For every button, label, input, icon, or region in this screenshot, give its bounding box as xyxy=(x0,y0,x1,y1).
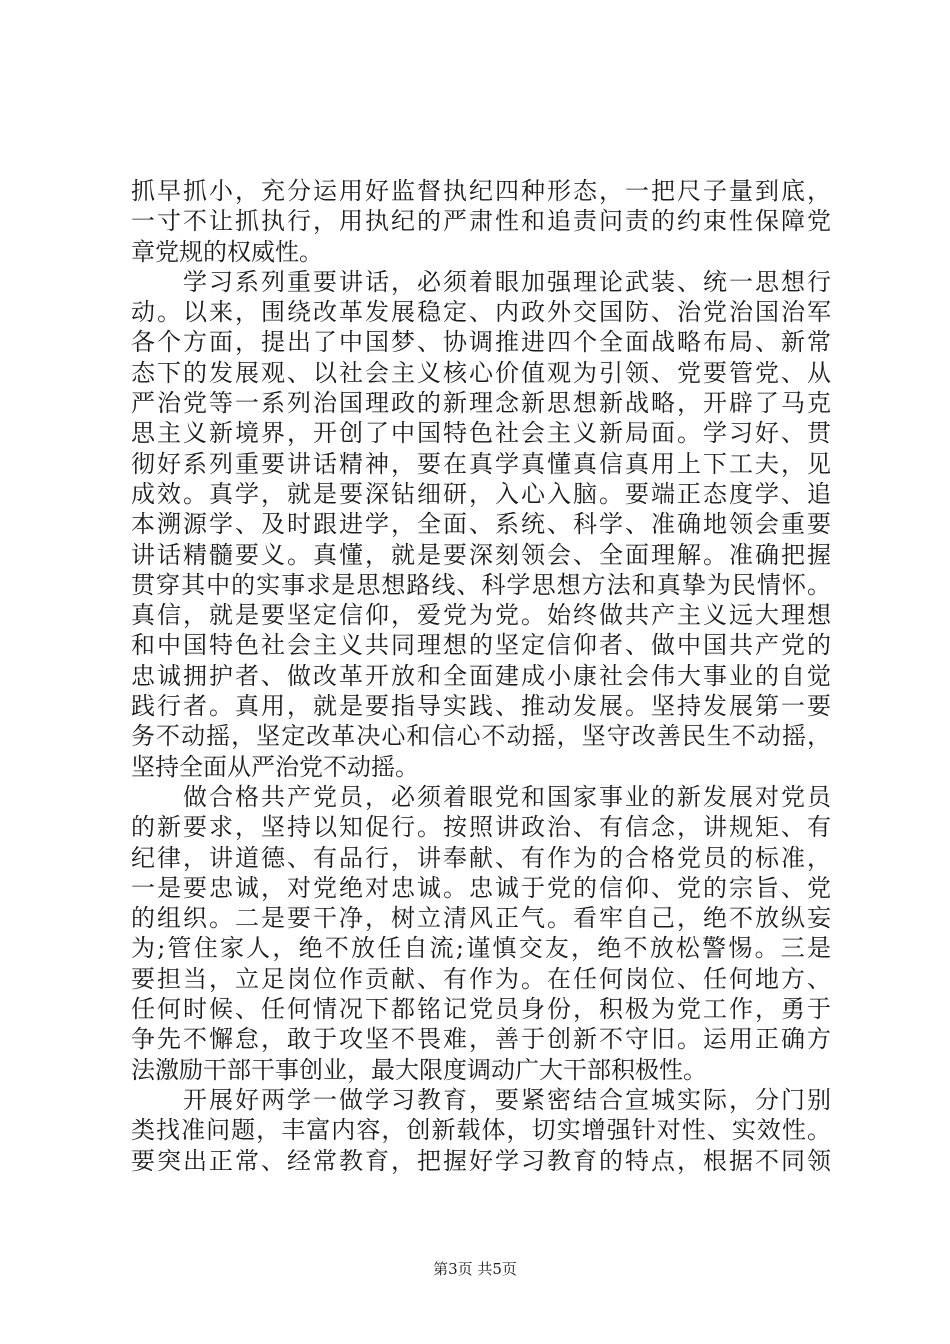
text-line: 开展好两学一做学习教育，要紧密结合宣城实际，分门别 xyxy=(131,1085,831,1114)
text-line: 坚持全面从严治党不动摇。 xyxy=(131,752,419,781)
text-line: 做合格共产党员，必须着眼党和国家事业的新发展对党员 xyxy=(131,782,831,811)
text-line: 要突出正常、经常教育，把握好学习教育的特点，根据不同领 xyxy=(131,1146,831,1175)
text-line: 彻好系列重要讲话精神，要在真学真懂真信真用上下工夫，见 xyxy=(131,449,831,478)
text-line: 态下的发展观、以社会主义核心价值观为引领、党要管党、从 xyxy=(131,358,831,387)
text-line: 践行者。真用，就是要指导实践、推动发展。坚持发展第一要 xyxy=(131,692,831,721)
text-line: 和中国特色社会主义共同理想的坚定信仰者、做中国共产党的 xyxy=(131,631,831,660)
text-line: 类找准问题，丰富内容，创新载体，切实增强针对性、实效性。 xyxy=(131,1116,831,1145)
text-line: 法激励干部干事创业，最大限度调动广大干部积极性。 xyxy=(131,1055,707,1084)
text-line: 贯穿其中的实事求是思想路线、科学思想方法和真挚为民情怀。 xyxy=(131,570,831,599)
text-line: 章党规的权威性。 xyxy=(131,237,323,266)
text-line: 的组织。二是要干净，树立清风正气。看牢自己，绝不放纵妄 xyxy=(131,904,831,933)
text-line: 本溯源学、及时跟进学，全面、系统、科学、准确地领会重要 xyxy=(131,510,831,539)
text-line: 争先不懈怠，敢于攻坚不畏难，善于创新不守旧。运用正确方 xyxy=(131,1025,831,1054)
text-line: 各个方面，提出了中国梦、协调推进四个全面战略布局、新常 xyxy=(131,328,831,357)
text-line: 为;管住家人，绝不放任自流;谨慎交友，绝不放松警惕。三是 xyxy=(131,934,831,963)
text-line: 务不动摇，坚定改革决心和信心不动摇，坚守改善民生不动摇， xyxy=(131,722,831,751)
text-line: 纪律，讲道德、有品行，讲奉献、有作为的合格党员的标准， xyxy=(131,843,831,872)
text-line: 任何时候、任何情况下都铭记党员身份，积极为党工作，勇于 xyxy=(131,995,831,1024)
page-footer xyxy=(0,1258,950,1279)
text-line: 的新要求，坚持以知促行。按照讲政治、有信念，讲规矩、有 xyxy=(131,813,831,842)
text-line: 一寸不让抓执行，用执纪的严肃性和追责问责的约束性保障党 xyxy=(131,207,831,236)
text-line: 动。以来，围绕改革发展稳定、内政外交国防、治党治国治军 xyxy=(131,298,831,327)
text-line: 严治党等一系列治国理政的新理念新思想新战略，开辟了马克 xyxy=(131,389,831,418)
text-line: 忠诚拥护者、做改革开放和全面建成小康社会伟大事业的自觉 xyxy=(131,661,831,690)
text-line: 学习系列重要讲话，必须着眼加强理论武装、统一思想行 xyxy=(131,267,831,296)
text-line: 成效。真学，就是要深钻细研，入心入脑。要端正态度学、追 xyxy=(131,479,831,508)
text-line: 讲话精髓要义。真懂，就是要深刻领会、全面理解。准确把握 xyxy=(131,540,831,569)
text-line: 一是要忠诚，对党绝对忠诚。忠诚于党的信仰、党的宗旨、党 xyxy=(131,873,831,902)
text-line: 要担当，立足岗位作贡献、有作为。在任何岗位、任何地方、 xyxy=(131,964,831,993)
text-line: 思主义新境界，开创了中国特色社会主义新局面。学习好、贯 xyxy=(131,419,831,448)
page-number-label: 第3页 共5页 xyxy=(433,1260,517,1278)
text-line: 抓早抓小，充分运用好监督执纪四种形态，一把尺子量到底， xyxy=(131,177,831,205)
text-line: 真信，就是要坚定信仰，爱党为党。始终做共产主义远大理想 xyxy=(131,601,831,630)
body-text xyxy=(131,176,831,1176)
